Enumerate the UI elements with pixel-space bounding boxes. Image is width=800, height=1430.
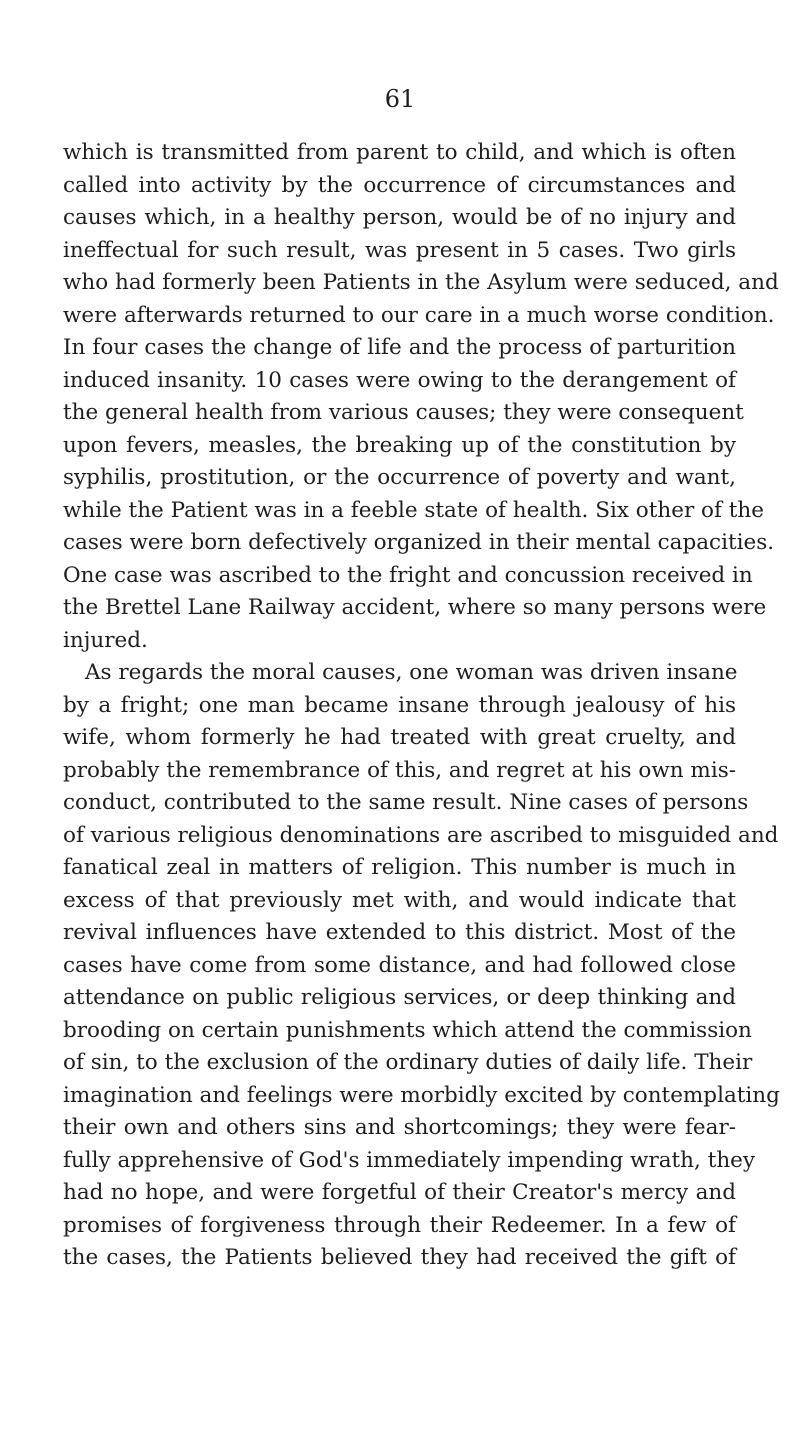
- text-line: probably the remembrance of this, and regret at his own mis-: [63, 757, 736, 783]
- text-line: In four cases the change of life and the process of parturition: [63, 335, 736, 360]
- text-line: syphilis, prostitution, or the occurrence of poverty and want,: [63, 465, 736, 490]
- text-line: promises of forgiveness through their Redeemer. In a few of: [63, 1212, 736, 1238]
- text-line: wife, whom formerly he had treated with great cruelty, and: [63, 725, 736, 750]
- text-line: their own and others sins and shortcomings; they were fear-: [63, 1115, 736, 1140]
- text-line: attendance on public religious services, or deep thinking and: [63, 985, 736, 1010]
- text-line: by a fright; one man became insane through jealousy of his: [63, 692, 736, 718]
- text-line: cases have come from some distance, and had followed close: [63, 952, 736, 978]
- text-line: the Brettel Lane Railway accident, where so many persons were: [63, 595, 767, 620]
- page-number: 61: [384, 85, 416, 113]
- text-line: while the Patient was in a feeble state of health. Six other of the: [63, 497, 765, 523]
- text-line: upon fevers, measles, the breaking up of the constitution by: [63, 432, 736, 458]
- text-line: cases were born defectively organized in their mental capacities.: [63, 530, 775, 555]
- text-line: which is transmitted from parent to child, and which is often: [63, 140, 736, 165]
- text-line: of various religious denominations are ascribed to misguided and: [63, 822, 779, 848]
- text-line: causes which, in a healthy person, would be of no injury and: [63, 205, 736, 230]
- text-line: called into activity by the occurrence of circumstances and: [63, 172, 736, 198]
- text-line: brooding on certain punishments which attend the commission: [63, 1017, 752, 1043]
- text-line: imagination and feelings were morbidly excited by contemplating: [63, 1082, 780, 1108]
- text-line: fanatical zeal in matters of religion. This number is much in: [63, 855, 736, 880]
- text-line: injured.: [63, 627, 148, 653]
- text-line: fully apprehensive of God's immediately impending wrath, they: [63, 1147, 756, 1173]
- text-line: had no hope, and were forgetful of their Creator's mercy and: [63, 1180, 736, 1205]
- text-line: induced insanity. 10 cases were owing to the derangement of: [63, 367, 736, 393]
- text-line: who had formerly been Patients in the Asylum were seduced, and: [63, 270, 779, 295]
- text-line: ineffectual for such result, was present in 5 cases. Two girls: [63, 237, 736, 263]
- text-line: of sin, to the exclusion of the ordinary duties of daily life. Their: [63, 1050, 753, 1075]
- text-line: One case was ascribed to the fright and concussion received in: [63, 562, 753, 588]
- text-line: revival influences have extended to this district. Most of the: [63, 920, 736, 945]
- text-line: were afterwards returned to our care in a much worse condition.: [63, 302, 775, 328]
- text-line: the cases, the Patients believed they had received the gift of: [63, 1245, 736, 1270]
- text-line: conduct, contributed to the same result. Nine cases of persons: [63, 790, 749, 815]
- text-line: excess of that previously met with, and would indicate that: [63, 887, 736, 913]
- paragraph-start-line: As regards the moral causes, one woman was driven insane: [85, 660, 738, 685]
- body-text: [63, 137, 780, 1275]
- text-line: the general health from various causes; they were consequent: [63, 400, 744, 425]
